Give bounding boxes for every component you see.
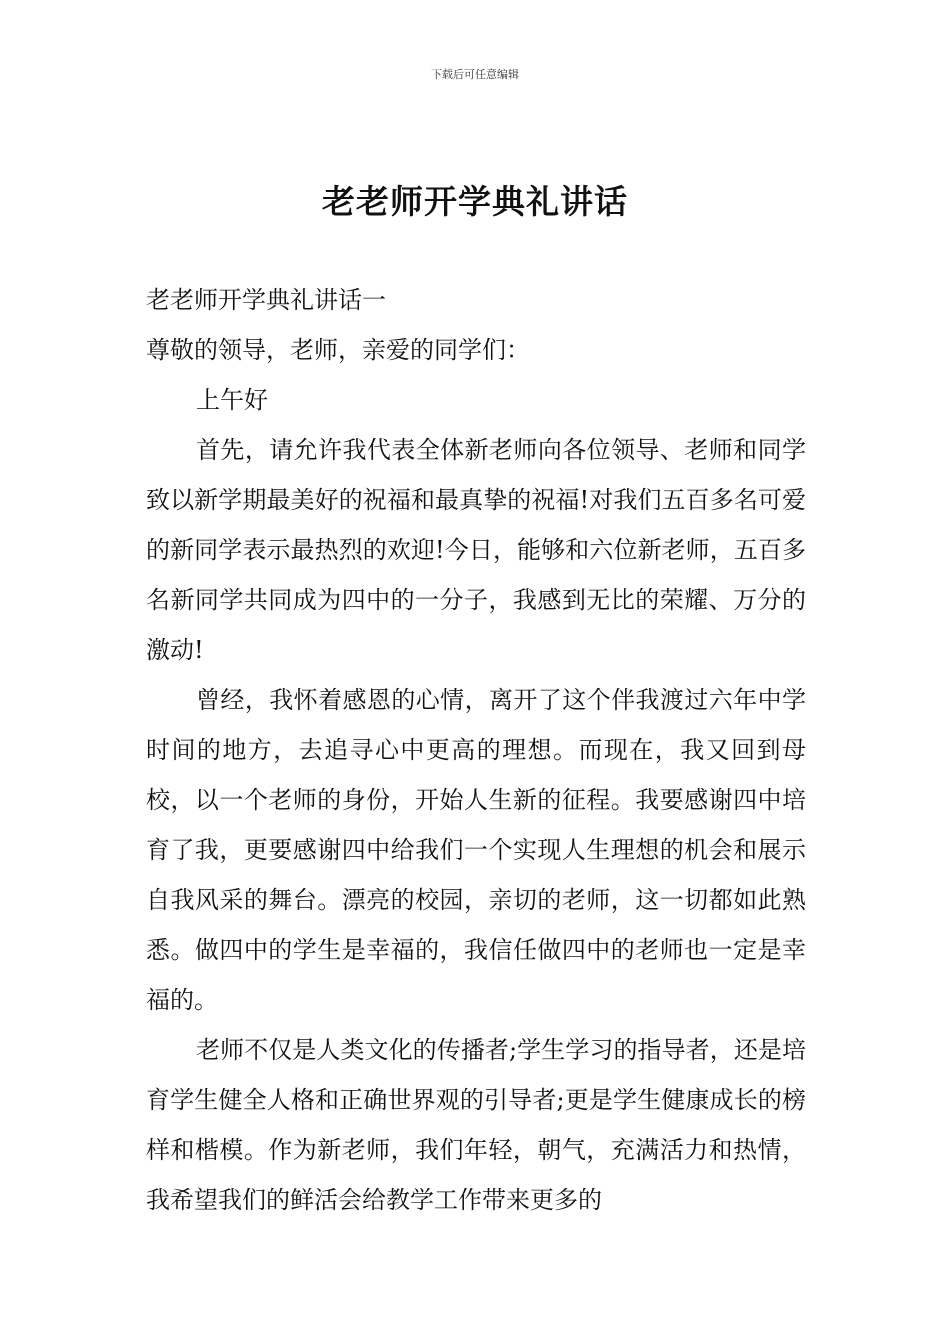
document-body (146, 275, 806, 1225)
header-note: 下载后可任意编辑 (431, 68, 519, 81)
document-title: 老老师开学典礼讲话 (322, 182, 628, 221)
subtitle-line: 老老师开学典礼讲话一 (146, 286, 386, 314)
greeting: 上午好 (196, 386, 268, 414)
paragraph-3: 老师不仅是人类文化的传播者;学生学习的指导者，还是培育学生健全人格和正确世界观的引导者;更是学生健康成长的榜样和楷模。作为新老师，我们年轻，朝气，充满活力和热情，我希望我们的鲜活会给教学工作带来更多的 (146, 1036, 806, 1214)
salutation: 尊敬的领导，老师，亲爱的同学们： (146, 336, 530, 364)
paragraph-1: 首先，请允许我代表全体新老师向各位领导、老师和同学致以新学期最美好的祝福和最真挚的祝福!对我们五百多名可爱的新同学表示最热烈的欢迎!今日，能够和六位新老师，五百多名新同学共同成为四中的一分子，我感到无比的荣耀、万分的激动! (146, 436, 806, 664)
paragraph-2: 曾经，我怀着感恩的心情，离开了这个伴我渡过六年中学时间的地方，去追寻心中更高的理想。而现在，我又回到母校，以一个老师的身份，开始人生新的征程。我要感谢四中培育了我，更要感谢四中给我们一个实现人生理想的机会和展示自我风采的舞台。漂亮的校园，亲切的老师，这一切都如此熟悉。做四中的学生是幸福的，我信任做四中的老师也一定是幸福的。 (146, 686, 806, 1014)
